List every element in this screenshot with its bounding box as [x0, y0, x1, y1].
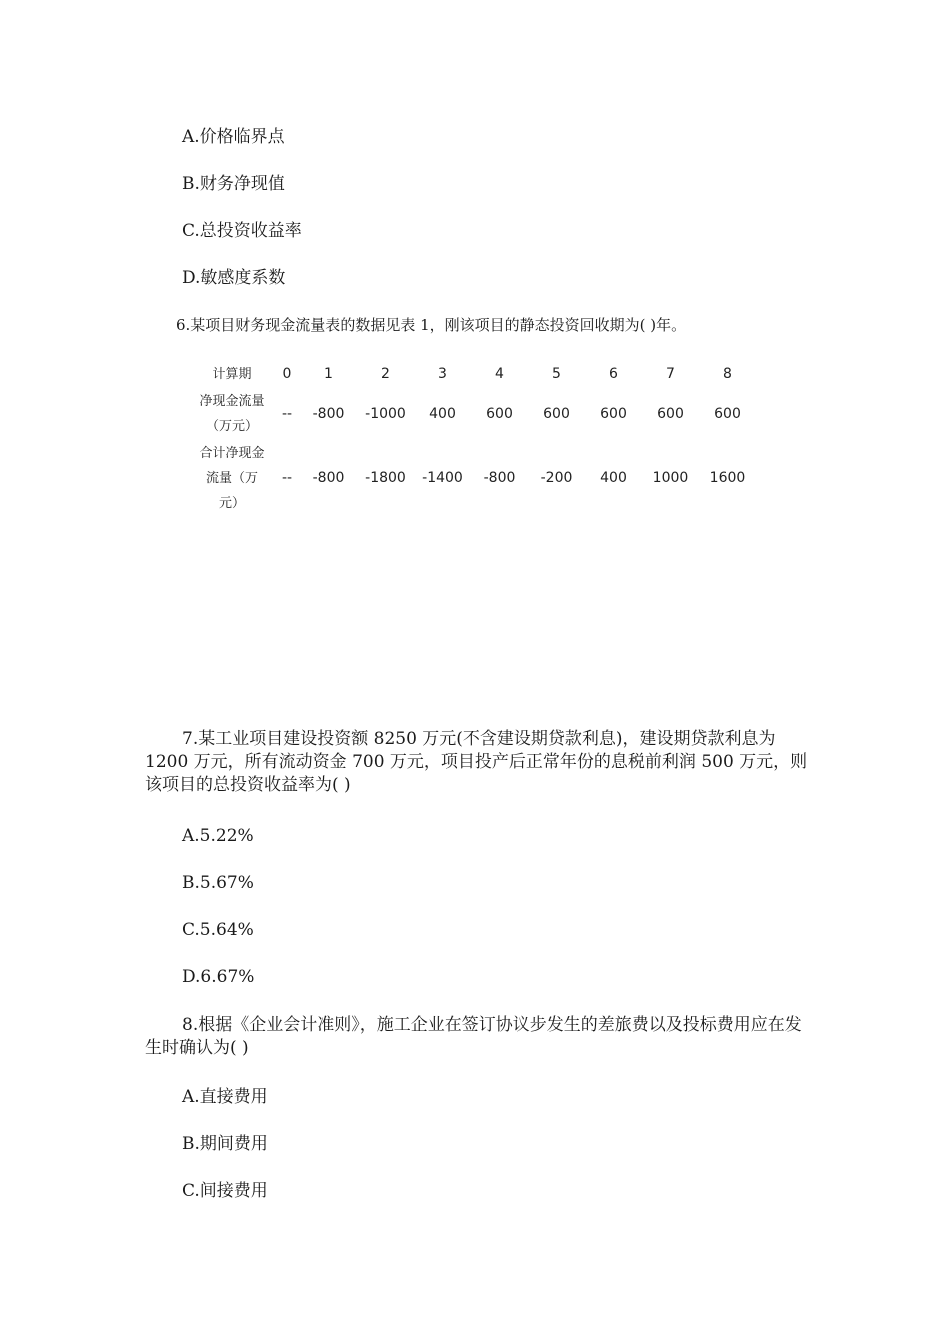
q7-option-a: A.5.22% [182, 826, 254, 846]
q7-question: 7.某工业项目建设投资额 8250 万元(不含建设期贷款利息)，建设期贷款利息为 1200 万元，所有流动资金 700 万元，项目投产后正常年份的息税前利润 500 万元，则该项目的总投资收益率为( ) [145, 729, 808, 795]
q6-question: 6.某项目财务现金流量表的数据见表 1，刚该项目的静态投资回收期为( )年。 [176, 316, 687, 334]
table-cell: -1800 [365, 470, 406, 486]
table-cell: 600 [657, 406, 684, 422]
q8-question: 8.根据《企业会计准则》，施工企业在签订协议步发生的差旅费以及投标费用应在发生时确认为( ) [145, 1015, 802, 1058]
q7-option-c: C.5.64% [182, 920, 254, 940]
row-label-cumulative-cash-flow [190, 440, 274, 516]
q5-option-a: A.价格临界点 [182, 127, 285, 147]
table-cell: -800 [312, 406, 345, 422]
period-cell: 3 [438, 366, 447, 382]
row-label-net-cash-flow [190, 388, 274, 440]
table-cell: 400 [429, 406, 456, 422]
table-row [190, 388, 756, 440]
row-label-line: 合计净现金 [199, 445, 265, 461]
period-cell: 0 [282, 366, 292, 382]
table-header-row [190, 360, 756, 388]
q8-option-c: C.间接费用 [182, 1181, 268, 1201]
table-cell: -1000 [365, 406, 406, 422]
table-cell: -1400 [422, 470, 463, 486]
table-cell: 600 [714, 406, 741, 422]
table-cell: 400 [600, 470, 627, 486]
q5-option-d: D.敏感度系数 [182, 268, 286, 288]
period-cell: 6 [609, 366, 618, 382]
period-cell: 8 [723, 366, 732, 382]
q5-option-b: B.财务净现值 [182, 174, 285, 194]
row-label-line: （万元） [205, 419, 258, 434]
period-cell: 1 [324, 366, 333, 382]
period-cell: 7 [666, 366, 675, 382]
row-label-line: 元） [218, 495, 245, 511]
row-label-line: 净现金流量 [199, 394, 265, 409]
table-cell: -800 [312, 470, 345, 486]
q7-option-d: D.6.67% [182, 967, 255, 987]
q5-option-c: C.总投资收益率 [182, 221, 302, 241]
period-cell: 2 [381, 366, 390, 382]
q8-option-b: B.期间费用 [182, 1134, 268, 1154]
table-header-label: 计算期 [212, 366, 252, 382]
table-cell: 600 [486, 406, 513, 422]
table-cell: -- [281, 406, 293, 422]
table-cell: 600 [543, 406, 570, 422]
table-cell: -200 [540, 470, 573, 486]
table-cell: 1600 [709, 470, 746, 486]
period-cell: 4 [495, 366, 504, 382]
table-cell: 600 [600, 406, 627, 422]
q8-option-a: A.直接费用 [182, 1087, 268, 1107]
table-cell: -800 [483, 470, 516, 486]
row-label-line: 流量（万 [205, 470, 258, 486]
table-row [190, 440, 756, 516]
table-cell: 1000 [652, 470, 689, 486]
period-cell: 5 [552, 366, 561, 382]
table-cell: -- [281, 470, 293, 486]
cash-flow-table [190, 360, 756, 516]
q7-option-b: B.5.67% [182, 873, 254, 893]
